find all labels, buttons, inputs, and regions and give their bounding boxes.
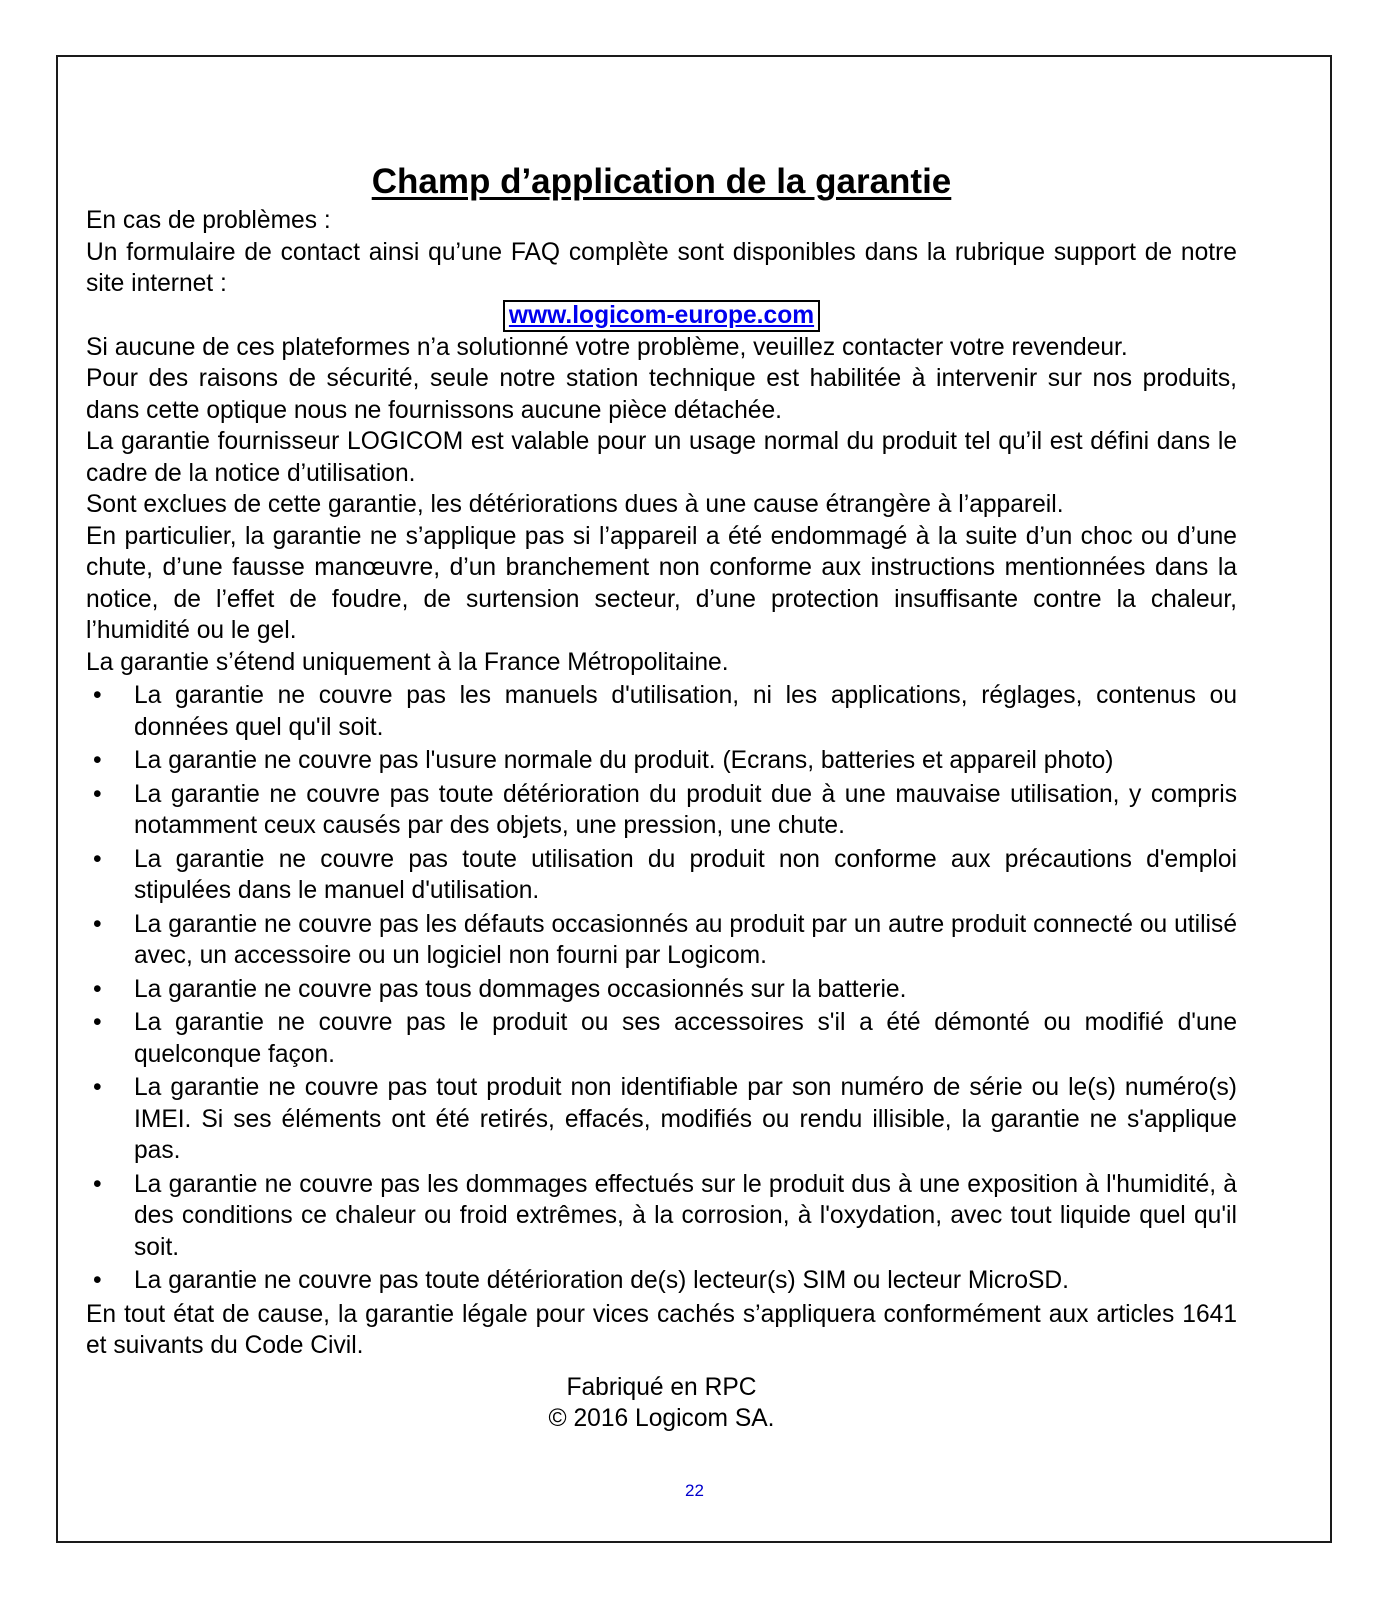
list-item-text: La garantie ne couvre pas toute utilisation du produit non conforme aux précautions d'emploi stipulées dans le manuel d'utilisation.	[134, 845, 1237, 904]
list-item-text: La garantie ne couvre pas l'usure normale du produit. (Ecrans, batteries et appareil photo)	[134, 747, 1114, 774]
list-item-text: La garantie ne couvre pas les manuels d'utilisation, ni les applications, réglages, contenus ou données quel qu'il soit.	[134, 682, 1237, 741]
list-item-text: La garantie ne couvre pas tout produit non identifiable par son numéro de série ou le(s) numéro(s) IMEI. Si ses éléments ont été retirés, effacés, modifiés ou rendu illisible, la garantie ne s'applique pas.	[134, 1074, 1237, 1164]
list-item-text: La garantie ne couvre pas toute détérioration de(s) lecteur(s) SIM ou lecteur MicroSD.	[134, 1267, 1070, 1294]
paragraph-territory: La garantie s’étend uniquement à la France Métropolitaine.	[86, 648, 729, 676]
paragraph-warranty-scope: La garantie fournisseur LOGICOM est valable pour un usage normal du produit tel qu’il est défini dans le cadre de la notice d’utilisation.	[86, 428, 1237, 487]
list-item	[86, 1265, 1237, 1297]
made-in-label: Fabriqué en RPC	[566, 1373, 757, 1401]
footer	[86, 1372, 1237, 1435]
list-item-text: La garantie ne couvre pas les dommages effectués sur le produit dus à une exposition à l'humidité, à des conditions ce chaleur ou froid extrêmes, à la corrosion, à l'oxydation, avec tout liquide quel qu'il soit.	[134, 1170, 1237, 1261]
paragraph-contact-reseller: Si aucune de ces plateformes n’a solutionné votre problème, veuillez contacter votre revendeur.	[86, 333, 1128, 361]
bullet-icon: •	[93, 780, 102, 808]
bullet-icon: •	[93, 910, 102, 938]
page-title: Champ d’application de la garantie	[371, 162, 952, 201]
bullet-icon: •	[93, 747, 102, 774]
paragraph-security: Pour des raisons de sécurité, seule notre station technique est habilitée à intervenir sur nos produits, dans cette optique nous ne fournissons aucune pièce détachée.	[86, 365, 1237, 424]
list-item	[86, 1169, 1237, 1264]
list-item-text: La garantie ne couvre pas les défauts occasionnés au produit par un autre produit connecté ou utilisé avec, un accessoire ou un logiciel non fourni par Logicom.	[134, 910, 1237, 969]
list-item	[86, 745, 1237, 777]
warranty-document	[86, 160, 1237, 1435]
bullet-icon: •	[93, 845, 102, 873]
bullet-icon: •	[93, 682, 102, 709]
list-item	[86, 844, 1237, 907]
list-item-text: La garantie ne couvre pas le produit ou ses accessoires s'il a été démonté ou modifié d'une quelconque façon.	[134, 1009, 1237, 1068]
bullet-icon: •	[93, 1074, 102, 1101]
website-link[interactable]: www.logicom-europe.com	[503, 300, 820, 332]
list-item	[86, 680, 1237, 743]
page-number: 22	[685, 1481, 704, 1500]
list-item	[86, 909, 1237, 972]
paragraph-legal-warranty: En tout état de cause, la garantie légale pour vices cachés s’appliquera conformément aux articles 1641 et suivants du Code Civil.	[86, 1300, 1237, 1359]
bullet-icon: •	[93, 1170, 102, 1198]
link-container	[86, 300, 1237, 332]
list-item	[86, 779, 1237, 842]
intro-line-2: Un formulaire de contact ainsi qu’une FAQ complète sont disponibles dans la rubrique support de notre site internet :	[86, 238, 1237, 297]
intro-line-1: En cas de problèmes :	[86, 207, 331, 234]
bullet-icon: •	[93, 1267, 102, 1294]
list-item	[86, 1072, 1237, 1167]
list-item-text: La garantie ne couvre pas tous dommages occasionnés sur la batterie.	[134, 975, 907, 1003]
list-item	[86, 974, 1237, 1006]
paragraph-exclusions: Sont exclues de cette garantie, les détériorations dues à une cause étrangère à l’appareil.	[86, 491, 1064, 518]
list-item-text: La garantie ne couvre pas toute détérioration du produit due à une mauvaise utilisation, y compris notamment ceux causés par des objets, une pression, une chute.	[134, 780, 1237, 839]
paragraph-particular-cases: En particulier, la garantie ne s’applique pas si l’appareil a été endommagé à la suite d’un choc ou d’une chute, d’une fausse manœuvre, d’un branchement non conforme aux instructions mentionnées dans la notice, de l’effet de foudre, de surtension secteur, d’une protection insuffisante contre la chaleur, l’humidité ou le gel.	[86, 522, 1237, 644]
bullet-icon: •	[93, 975, 102, 1003]
exclusions-list	[86, 680, 1237, 1297]
copyright-label: © 2016 Logicom SA.	[548, 1405, 775, 1432]
bullet-icon: •	[93, 1009, 102, 1036]
list-item	[86, 1007, 1237, 1070]
